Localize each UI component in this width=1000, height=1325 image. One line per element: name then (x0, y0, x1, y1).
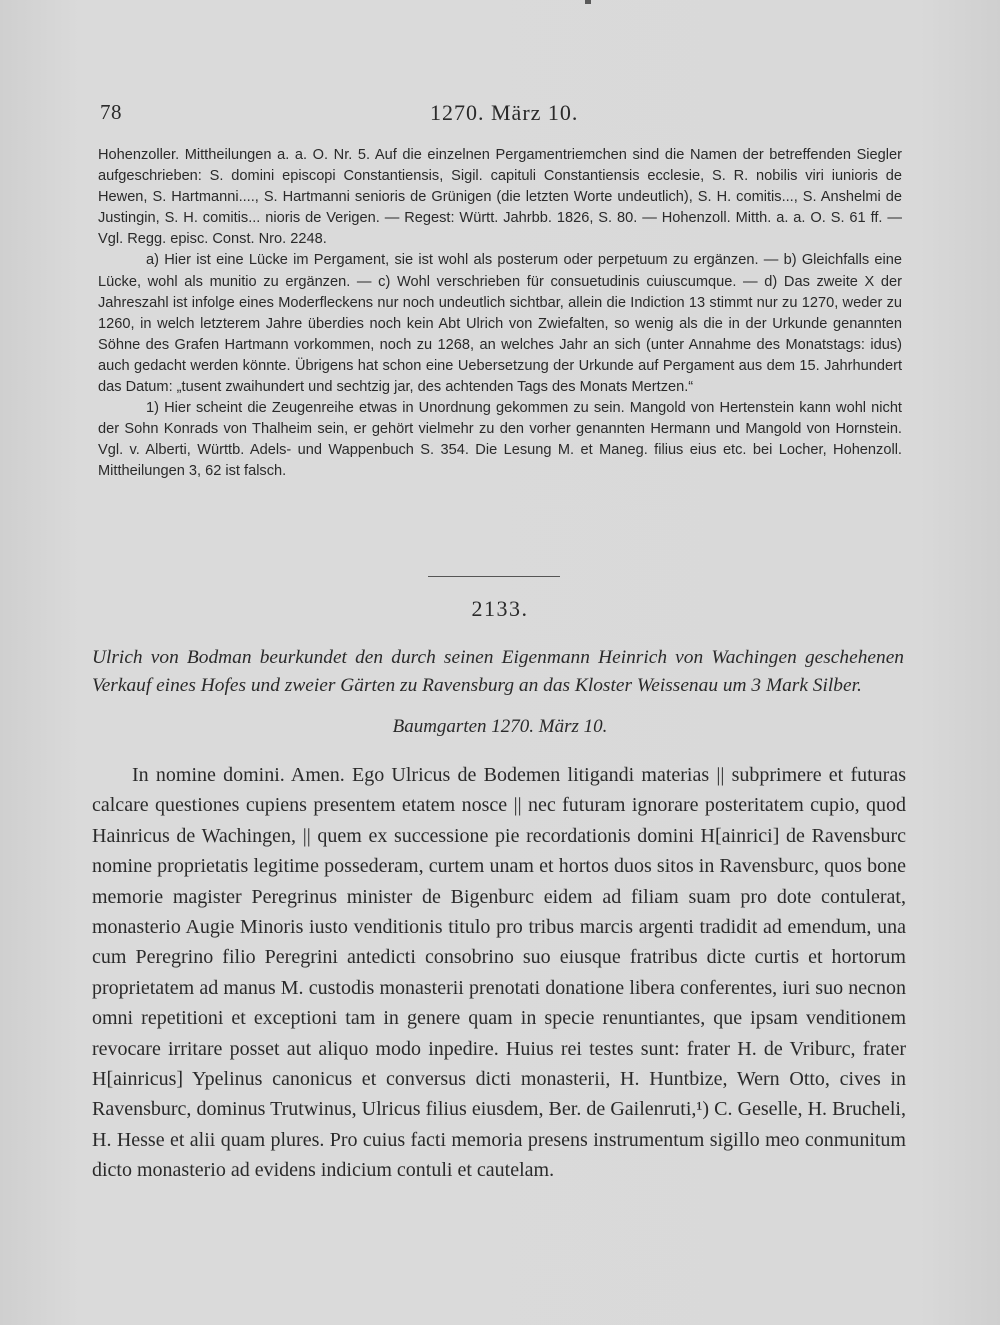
document-regest: Ulrich von Bodman beurkundet den durch seinen Eigenmann Heinrich von Wachingen geschehenen Verkauf eines Hofes und zweier Gärten zu Ravensburg an das Kloster Weissenau um 3 Mark Silber. (92, 647, 904, 696)
page-edge-mark (585, 0, 591, 4)
source-note: Hohenzoller. Mittheilungen a. a. O. Nr. 5. Auf die einzelnen Pergamentriemchen sind die Namen der betreffenden Siegler aufgeschrieben: S. domini episcopi Constantiensis, Sigil. capituli Constantiensis ecclesie, S. R. nobilis viri iunioris de Hewen, S. Hartmanni...., S. Hartmanni senioris de Grünigen (die letzten Worte undeutlich), S. H. comitis..., S. Anshelmi de Justingin, S. H. comitis... nioris de Verigen. — Regest: Württ. Jahrbb. 1826, S. 80. — Hohenzoll. Mitth. a. a. O. S. 61 ff. — Vgl. Regg. episc. Const. Nro. 2248. (98, 147, 902, 248)
document-number: 2133. (471, 596, 529, 621)
notes-section (98, 145, 902, 483)
charter-text (92, 760, 906, 1186)
place-and-date: Baumgarten 1270. März 10. (392, 716, 608, 737)
textual-notes: a) Hier ist eine Lücke im Pergament, sie ist wohl als posterum oder perpetuum zu ergänzen. — b) Gleichfalls eine Lücke, wohl als munitio zu ergänzen. — c) Wohl verschrieben für consuetudinis cuiuscumque. — d) Das zweite X der Jahreszahl ist infolge eines Moderfleckens nur noch undeutlich sichtbar, allein die Indiction 13 stimmt nur zu 1270, weder zu 1260, in welch letzterem Jahre überdies noch kein Abt Ulrich von Zwiefalten, so wenig als die in der Urkunde genannten Söhne des Grafen Hartmann vorkommen, noch zu 1268, an welches Jahr an sich (unter Annahme des Monatstags: idus) auch gedacht werden könnte. Übrigens hat schon eine Uebersetzung der Urkunde auf Pergament aus dem 15. Jahrhundert das Datum: „tusent zwaihundert und sechtzig jar, des achtenden Tags des Monats Mertzen.“ (98, 252, 902, 396)
charter-paragraph: In nomine domini. Amen. Ego Ulricus de Bodemen litigandi materias || subprimere et futuras calcare questiones cupiens presentem etatem nosce || nec futuram ignorare posteritatem cupio, quod Hainricus de Wachingen, || quem ex successione pie recordationis domini H[ainrici] de Ravensburc nomine proprietatis legitime possederam, curtem unam et hortos duos sitos in Ravensburc, quos bone memorie magister Peregrinus minister de Bigenburc eidem ad filiam suam pro dote contulerat, monasterio Augie Minoris iusto venditionis titulo pro tribus marcis argenti tradidit ad emendum, una cum Peregrino filio Peregrini antedicti consobrino suo eiusque fratribus dicte curtis et hortorum proprietatem ad manus M. custodis monasterii prenotati donatione libera conferentes, iuri suo necnon omni repetitioni et exceptioni tam in genere quam in specie renuntiantes, que ipsam venditionem revocare irritare posset aut aliquo modo inpedire. Huius rei testes sunt: frater H. de Vriburc, frater H[ainricus] Ypelinus canonicus et conversus dicti monasterii, H. Huntbize, Wern Otto, cives in Ravensburc, dominus Trutwinus, Ulricus filius eiusdem, Ber. de Gailenruti,¹) C. Geselle, H. Brucheli, H. Hesse et alii quam plures. Pro cuius facti memoria presens instrumentum sigillo meo conmunitum dicto monasterio ad evidens indicium contuli et cautelam. (92, 764, 906, 1182)
page-number: 78 (100, 100, 122, 124)
page-header (100, 100, 900, 132)
section-divider (428, 576, 560, 577)
running-head: 1270. März 10. (430, 100, 579, 125)
footnote: 1) Hier scheint die Zeugenreihe etwas in Unordnung gekommen zu sein. Mangold von Hertenstein kann wohl nicht der Sohn Konrads von Thalheim sein, er gehört vielmehr zu den vorher genannten Hermann und Mangold von Hornstein. Vgl. v. Alberti, Württb. Adels- und Wappenbuch S. 354. Die Lesung M. et Maneg. filius eius etc. bei Locher, Hohenzoll. Mittheilungen 3, 62 ist falsch. (98, 400, 902, 480)
